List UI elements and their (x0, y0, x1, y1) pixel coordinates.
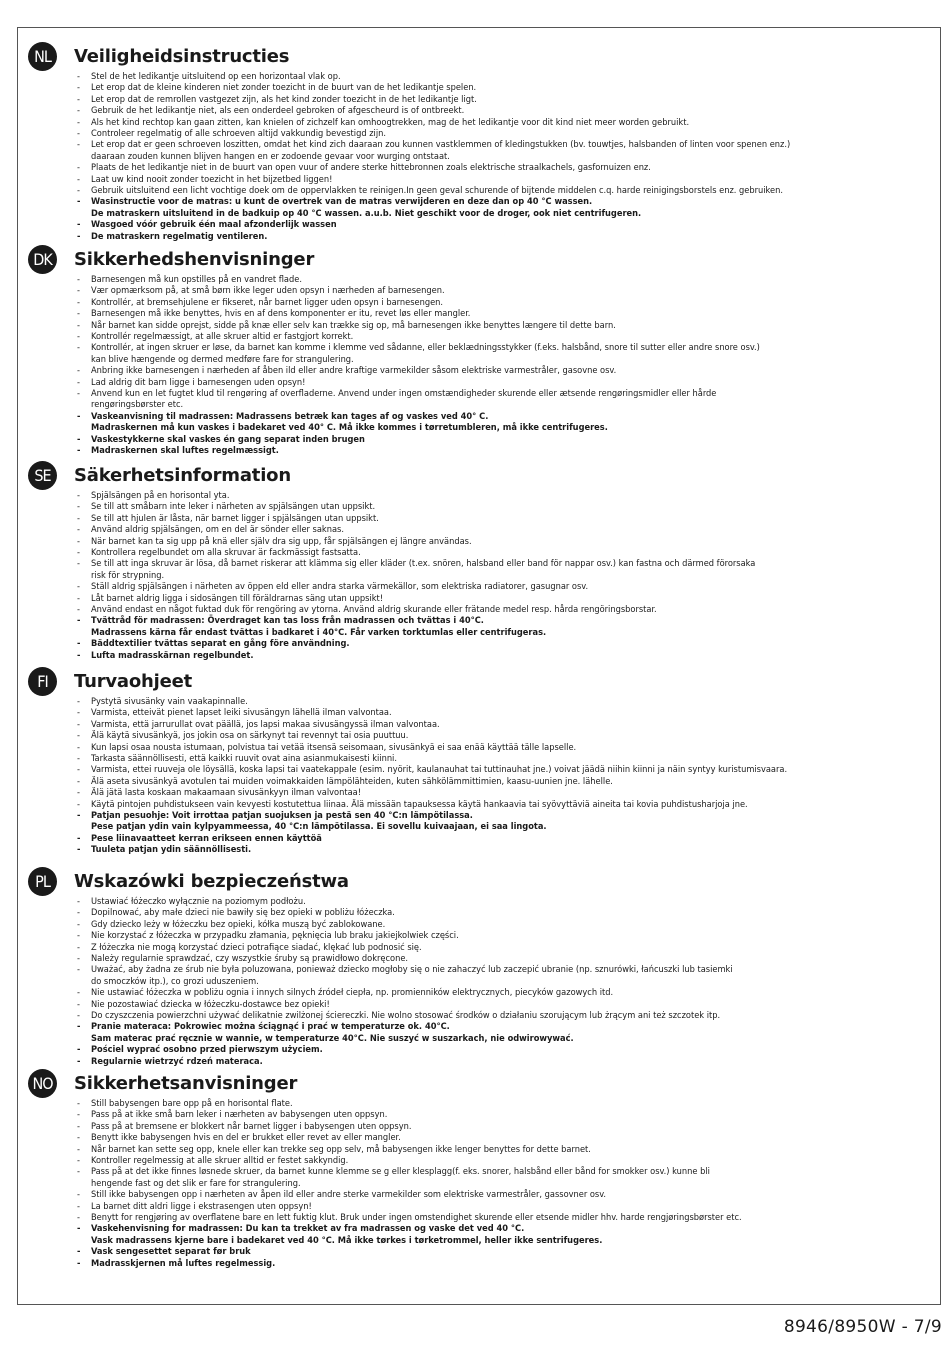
instruction-item: - Pese liinavaatteet kerran erikseen ennen käyttöä (77, 833, 927, 844)
language-badge: PL (28, 867, 57, 896)
instruction-item: - Låt barnet aldrig ligga i sidosängen till föräldrarnas säng utan uppsikt! (77, 593, 927, 604)
language-badge: FI (28, 667, 57, 696)
instruction-item: - La barnet ditt aldri ligge i ekstrasengen uten oppsyn! (77, 1201, 927, 1212)
section-header (22, 41, 927, 71)
instruction-item: - Barnesengen må ikke benyttes, hvis en af dens komponenter er itu, revet løs eller mangler. (77, 308, 927, 319)
section-header (22, 244, 927, 274)
instruction-item: - Älä jätä lasta koskaan makaamaan sivusänkyyn ilman valvontaa! (77, 787, 927, 798)
instruction-item: - Pass på at ikke små barn leker i nærheten av babysengen uten oppsyn. (77, 1109, 927, 1120)
section-2 (22, 460, 927, 661)
section-header (22, 666, 927, 696)
instruction-item: - Nie ustawiać łóżeczka w pobliżu ognia i innych silnych źródeł ciepła, np. promienników elektrycznych, piecyków gazowych itd. (77, 987, 927, 998)
language-badge: SE (28, 461, 57, 490)
instruction-item: - Still babysengen bare opp på en horisontal flate. (77, 1098, 927, 1109)
instruction-item: - Bäddtextilier tvättas separat en gång före användning. (77, 638, 927, 649)
instruction-item: - Älä aseta sivusänkyä avotulen tai muiden voimakkaiden lämpölähteiden, kuten sähkölämmittimien, kaasu-uunien jne. lähelle. (77, 776, 927, 787)
instruction-item: - Pościel wyprać osobno przed pierwszym użyciem. (77, 1044, 927, 1055)
section-header (22, 460, 927, 490)
language-badge: NL (28, 42, 57, 71)
instruction-list (22, 896, 927, 1067)
section-5 (22, 1068, 927, 1269)
instruction-item: - Z łóżeczka nie mogą korzystać dzieci potrafiące siadać, klękać lub podnosić się. (77, 942, 927, 953)
instruction-item: - Se till att hjulen är låsta, när barnet ligger i spjälsängen utan uppsikt. (77, 513, 927, 524)
instruction-item: - Regularnie wietrzyć rdzeń materaca. (77, 1056, 927, 1067)
instruction-item: - Gdy dziecko leży w łóżeczku bez opieki, kółka muszą być zablokowane. (77, 919, 927, 930)
instruction-list (22, 71, 927, 242)
instruction-item: - Let erop dat de kleine kinderen niet zonder toezicht in de buurt van de het ledikantje spelen. (77, 82, 927, 93)
instruction-item: - Laat uw kind nooit zonder toezicht in het bijzetbed liggen! (77, 174, 927, 185)
instruction-item: - Benytt ikke babysengen hvis en del er brukket eller revet av eller mangler. (77, 1132, 927, 1143)
instruction-item: - Patjan pesuohje: Voit irrottaa patjan suojuksen ja pestä sen 40 °C:n lämpötilassa. Pese patjan ydin vain kylpyammeessa, 40 °C:n lämpötilassa. Ei sovellu kuivaajaan, ei saa lingota. (77, 810, 927, 833)
instruction-item: - När barnet kan ta sig upp på knä eller själv dra sig upp, får spjälsängen ej längre användas. (77, 536, 927, 547)
instruction-item: - Let erop dat de remrollen vastgezet zijn, als het kind zonder toezicht in de het ledikantje ligt. (77, 94, 927, 105)
instruction-item: - Stel de het ledikantje uitsluitend op een horizontaal vlak op. (77, 71, 927, 82)
instruction-item: - Plaats de het ledikantje niet in de buurt van open vuur of andere sterke hittebronnen zoals elektrische straalkachels, gasfornuizen enz. (77, 162, 927, 173)
instruction-item: - Vaskestykkerne skal vaskes én gang separat inden brugen (77, 434, 927, 445)
instruction-item: - Do czyszczenia powierzchni używać delikatnie zwilżonej ściereczki. Nie wolno stosować środków o działaniu szorującym lub żrącym ani też szczotek itp. (77, 1010, 927, 1021)
instruction-item: - Kontroller regelmessig at alle skruer alltid er festet sakkyndig. (77, 1155, 927, 1166)
instruction-item: - Pranie materaca: Pokrowiec można ściągnąć i prać w temperaturze ok. 40°C. Sam materac prać ręcznie w wannie, w temperaturze 40°C. Nie suszyć w suszarkach, nie odwirowywać. (77, 1021, 927, 1044)
instruction-item: - Spjälsängen på en horisontal yta. (77, 490, 927, 501)
instruction-item: - Wasinstructie voor de matras: u kunt de overtrek van de matras verwijderen en deze dan op 40 °C wassen. De matraskern uitsluitend in de badkuip op 40 °C wassen. a.u.b. Niet geschikt voor de droger, ook niet centrifugeren. (77, 196, 927, 219)
instruction-item: - Gebruik de het ledikantje niet, als een onderdeel gebroken of afgescheurd is of ontbreekt. (77, 105, 927, 116)
instruction-item: - Anvend kun en let fugtet klud til rengøring af overfladerne. Anvend under ingen omstændigheder skurende eller ætsende rengøringsmidler eller hårde rengøringsbørster etc. (77, 388, 927, 411)
instruction-item: - Ställ aldrig spjälsängen i närheten av öppen eld eller andra starka värmekällor, som elektriska radiatorer, gasugnar osv. (77, 581, 927, 592)
instruction-item: - Należy regularnie sprawdzać, czy wszystkie śruby są prawidłowo dokręcone. (77, 953, 927, 964)
instruction-item: - Varmista, etteivät pienet lapset leiki sivusängyn lähellä ilman valvontaa. (77, 707, 927, 718)
section-title: Turvaohjeet (74, 670, 193, 692)
instruction-item: - Tuuleta patjan ydin säännöllisesti. (77, 844, 927, 855)
instruction-item: - Kun lapsi osaa nousta istumaan, polvistua tai vetää itsensä seisomaan, sivusänkyä ei saa enää käyttää tälle lapselle. (77, 742, 927, 753)
instruction-list (22, 490, 927, 661)
instruction-item: - Lad aldrig dit barn ligge i barnesengen uden opsyn! (77, 377, 927, 388)
instruction-item: - Madraskernen skal luftes regelmæssigt. (77, 445, 927, 456)
section-3 (22, 666, 927, 856)
instruction-item: - Controleer regelmatig of alle schroeven altijd vakkundig bevestigd zijn. (77, 128, 927, 139)
instruction-item: - Kontrollér, at ingen skruer er løse, da barnet kan komme i klemme ved sådanne, eller beklædningsstykker (f.eks. halsbånd, snore til sutter eller andre snore osv.) kan blive hængende og dermed medføre fare for strangulering. (77, 342, 927, 365)
instruction-item: - Pass på at bremsene er blokkert når barnet ligger i babysengen uten oppsyn. (77, 1121, 927, 1132)
instruction-item: - Vaskeanvisning til madrassen: Madrassens betræk kan tages af og vaskes ved 40° C. Madraskernen må kun vaskes i badekaret ved 40° C. Må ikke kommes i tørretumbleren, må ikke centrifugeres. (77, 411, 927, 434)
section-1 (22, 244, 927, 457)
instruction-item: - Wasgoed vóór gebruik één maal afzonderlijk wassen (77, 219, 927, 230)
instruction-item: - Älä käytä sivusänkyä, jos jokin osa on särkynyt tai revennyt tai osia puuttuu. (77, 730, 927, 741)
instruction-item: - Nie pozostawiać dziecka w łóżeczku-dostawce bez opieki! (77, 999, 927, 1010)
instruction-item: - Når barnet kan sidde oprejst, sidde på knæ eller selv kan trække sig op, må barnesengen ikke benyttes længere til dette barn. (77, 320, 927, 331)
language-badge: NO (28, 1069, 57, 1098)
instruction-item: - Vask sengesettet separat før bruk (77, 1246, 927, 1257)
instruction-item: - Se till att småbarn inte leker i närheten av spjälsängen utan uppsikt. (77, 501, 927, 512)
instruction-item: - Kontrollera regelbundet om alla skruvar är fackmässigt fastsatta. (77, 547, 927, 558)
instruction-item: - Pass på at det ikke finnes løsnede skruer, da barnet kunne klemme se g eller klesplagg(f. eks. snorer, halsbånd eller bånd for smokker osv.) kunne bli hengende fast og det slik er fare for strangulering. (77, 1166, 927, 1189)
instruction-item: - Använd endast en något fuktad duk för rengöring av ytorna. Använd aldrig skurande eller frätande medel resp. hårda rengöringsborstar. (77, 604, 927, 615)
instruction-item: - Når barnet kan sette seg opp, knele eller kan trekke seg opp selv, må babysengen ikke lenger benyttes for dette barnet. (77, 1144, 927, 1155)
instruction-item: - Ustawiać łóżeczko wyłącznie na poziomym podłożu. (77, 896, 927, 907)
instruction-item: - Pystytä sivusänky vain vaakapinnalle. (77, 696, 927, 707)
instruction-list (22, 1098, 927, 1269)
instruction-item: - Varmista, että jarrurullat ovat päällä, jos lapsi makaa sivusängyssä ilman valvontaa. (77, 719, 927, 730)
instruction-item: - Kontrollér regelmæssigt, at alle skruer altid er fastgjort korrekt. (77, 331, 927, 342)
instruction-item: - Barnesengen må kun opstilles på en vandret flade. (77, 274, 927, 285)
instruction-item: - Dopilnować, aby małe dzieci nie bawiły się bez opieki w pobliżu łóżeczka. (77, 907, 927, 918)
section-title: Sikkerhedshenvisninger (74, 248, 315, 270)
instruction-item: - Vær opmærksom på, at små børn ikke leger uden opsyn i nærheden af barnesengen. (77, 285, 927, 296)
instruction-item: - Benytt for rengjøring av overflatene bare en lett fuktig klut. Bruk under ingen omstendighet skurende eller etsende midler hhv. harde rengjøringsbørster etc. (77, 1212, 927, 1223)
instruction-item: - Kontrollér, at bremsehjulene er fikseret, når barnet ligger uden opsyn i barnesengen. (77, 297, 927, 308)
instruction-item: - Lufta madrasskärnan regelbundet. (77, 650, 927, 661)
instruction-list (22, 696, 927, 856)
instruction-item: - Let erop dat er geen schroeven loszitten, omdat het kind zich daaraan zou kunnen vastklemmen of kledingstukken (bv. touwtjes, halsbanden of linten voor spenen enz.) daaraan zouden kunnen blijven hangen en er zodoende gevaar voor wurging ontstaat. (77, 139, 927, 162)
instruction-list (22, 274, 927, 457)
section-title: Wskazówki bezpieczeństwa (74, 870, 349, 892)
section-header (22, 1068, 927, 1098)
instruction-item: - Gebruik uitsluitend een licht vochtige doek om de oppervlakken te reinigen.In geen geval schurende of bijtende middelen c.q. harde reinigingsborstels enz. gebruiken. (77, 185, 927, 196)
section-header (22, 866, 927, 896)
instruction-item: - Tarkasta säännöllisesti, että kaikki ruuvit ovat aina asianmukaisesti kiinni. (77, 753, 927, 764)
instruction-item: - Tvättråd för madrassen: Överdraget kan tas loss från madrassen och tvättas i 40°C. Madrassens kärna får endast tvättas i badkaret i 40°C. Får varken torktumlas eller centrifugeras. (77, 615, 927, 638)
instruction-item: - Varmista, ettei ruuveja ole löysällä, koska lapsi tai vaatekappale (esim. nyörit, kaulanauhat tai tuttinauhat jne.) voivat jäädä niihin kiinni ja näin syntyy kuristumisvaara. (77, 764, 927, 775)
instruction-item: - Använd aldrig spjälsängen, om en del är sönder eller saknas. (77, 524, 927, 535)
instruction-item: - Vaskehenvisning for madrassen: Du kan ta trekket av fra madrassen og vaske det ved 40 °C. Vask madrassens kjerne bare i badekaret ved 40 °C. Må ikke tørkes i tørketrommel, heller ikke sentrifugeres. (77, 1223, 927, 1246)
section-title: Veiligheidsinstructies (74, 45, 290, 67)
instruction-item: - Madrasskjernen må luftes regelmessig. (77, 1258, 927, 1269)
instruction-item: - Nie korzystać z łóżeczka w przypadku złamania, pęknięcia lub braku jakiejkolwiek części. (77, 930, 927, 941)
instruction-item: - Uważać, aby żadna ze śrub nie była poluzowana, ponieważ dziecko mogłoby się o nie zahaczyć lub zaczepić ubranie (np. sznurówki, łańcuszki lub tasiemki do smoczków itp.), co grozi uduszeniem. (77, 964, 927, 987)
instruction-item: - Als het kind rechtop kan gaan zitten, kan knielen of zichzelf kan omhoogtrekken, mag de het ledikantje voor dit kind niet meer worden gebruikt. (77, 117, 927, 128)
instruction-item: - Anbring ikke barnesengen i nærheden af åben ild eller andre kraftige varmekilder såsom elektriske varmestråler, gasovne osv. (77, 365, 927, 376)
section-title: Säkerhetsinformation (74, 464, 291, 486)
instruction-item: - Se till att inga skruvar är lösa, då barnet riskerar att klämma sig eller kläder (t.ex. snören, halsband eller band för nappar osv.) kan fastna och därmed förorsaka risk för strypning. (77, 558, 927, 581)
instruction-item: - Still ikke babysengen opp i nærheten av åpen ild eller andre sterke varmekilder som elektriske varmestråler, gassovner osv. (77, 1189, 927, 1200)
instruction-item: - De matraskern regelmatig ventileren. (77, 231, 927, 242)
section-0 (22, 41, 927, 242)
instruction-item: - Käytä pintojen puhdistukseen vain kevyesti kostutettua liinaa. Älä missään tapauksessa käytä hankaavia tai syövyttäviä aineita tai kovia puhdistusharjoja jne. (77, 799, 927, 810)
page-footer: 8946/8950W - 7/9 (783, 1317, 942, 1337)
section-4 (22, 866, 927, 1067)
language-badge: DK (28, 245, 57, 274)
section-title: Sikkerhetsanvisninger (74, 1072, 298, 1094)
